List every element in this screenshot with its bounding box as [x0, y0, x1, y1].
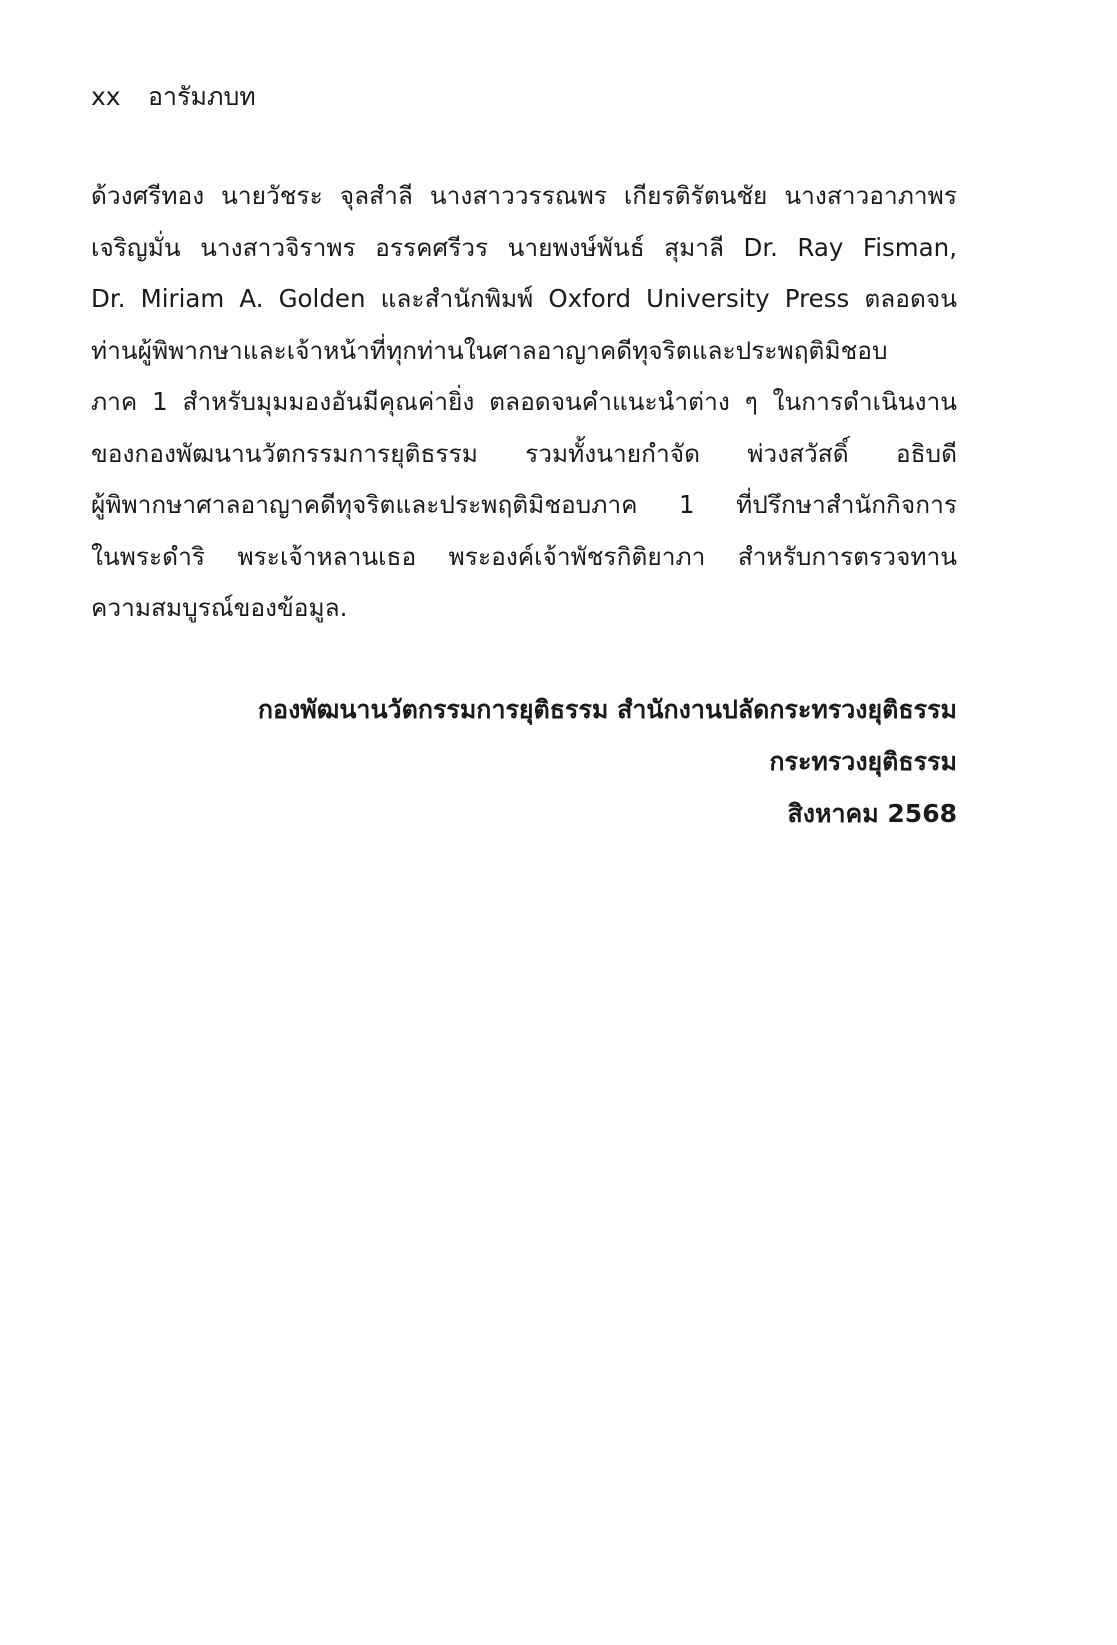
section-title: อารัมภบท: [148, 82, 256, 111]
page-number: xx: [91, 82, 121, 111]
signature-organization: กองพัฒนานวัตกรรมการยุติธรรม สำนักงานปลัดกระทรวงยุติธรรม: [257, 695, 957, 724]
paragraph-line: Dr. Miriam A. Golden และสำนักพิมพ์ Oxford University Press ตลอดจน: [91, 284, 957, 313]
signature-ministry: กระทรวงยุติธรรม: [769, 747, 957, 776]
body-paragraph: [91, 170, 957, 634]
paragraph-line: ในพระดำริ พระเจ้าหลานเธอ พระองค์เจ้าพัชรกิติยาภา สำหรับการตรวจทาน: [91, 541, 957, 571]
running-header: [91, 80, 256, 114]
paragraph-line: ความสมบูรณ์ของข้อมูล.: [91, 593, 348, 622]
paragraph-line: ภาค 1 สำหรับมุมมองอันมีคุณค่ายิ่ง ตลอดจนคำแนะนำต่าง ๆ ในการดำเนินงาน: [91, 387, 957, 416]
paragraph-line: ผู้พิพากษาศาลอาญาคดีทุจริตและประพฤติมิชอบภาค 1 ที่ปรึกษาสำนักกิจการ: [91, 490, 957, 519]
signature-date: สิงหาคม 2568: [787, 799, 957, 828]
paragraph-line: ท่านผู้พิพากษาและเจ้าหน้าที่ทุกท่านในศาลอาญาคดีทุจริตและประพฤติมิชอบ: [91, 335, 888, 365]
paragraph-line: ของกองพัฒนานวัตกรรมการยุติธรรม รวมทั้งนายกำจัด พ่วงสวัสดิ์ อธิบดี: [91, 438, 957, 468]
paragraph-line: เจริญมั่น นางสาวจิราพร อรรคศรีวร นายพงษ์พันธ์ สุมาลี Dr. Ray Fisman,: [91, 232, 957, 262]
paragraph-line: ด้วงศรีทอง นายวัชระ จุลสำลี นางสาววรรณพร เกียรติรัตนชัย นางสาวอาภาพร: [91, 181, 957, 210]
signature-block: [258, 684, 957, 840]
